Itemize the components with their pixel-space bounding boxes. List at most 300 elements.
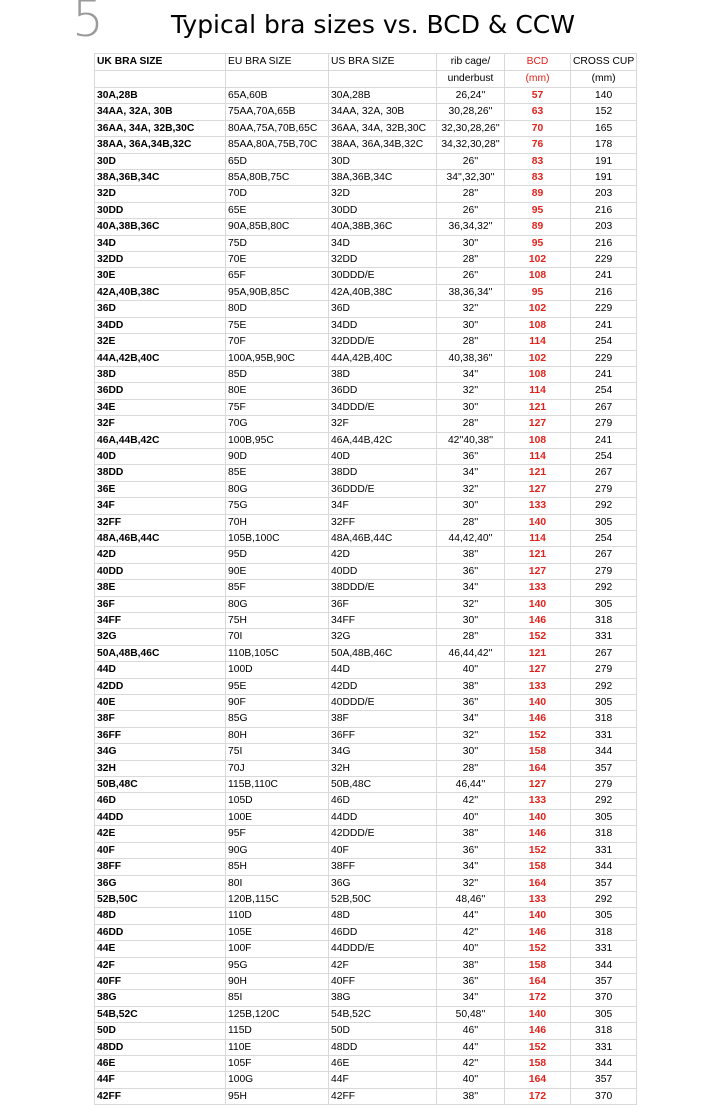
rib-cage-cell: 34'' bbox=[437, 580, 505, 596]
uk-size-cell: 32G bbox=[95, 629, 226, 645]
rib-cage-cell: 34,32,30,28'' bbox=[437, 137, 505, 153]
bcd-cell: 89 bbox=[505, 219, 571, 235]
bcd-cell: 108 bbox=[505, 317, 571, 333]
bcd-cell: 133 bbox=[505, 498, 571, 514]
eu-size-cell: 85H bbox=[226, 859, 329, 875]
uk-size-cell: 34DD bbox=[95, 317, 226, 333]
bcd-cell: 76 bbox=[505, 137, 571, 153]
table-row bbox=[95, 629, 637, 645]
bcd-cell: 57 bbox=[505, 88, 571, 104]
cross-cup-cell: 292 bbox=[571, 580, 637, 596]
uk-size-cell: 38G bbox=[95, 990, 226, 1006]
cross-cup-cell: 305 bbox=[571, 908, 637, 924]
rib-cage-cell: 30,28,26'' bbox=[437, 104, 505, 120]
cross-cup-cell: 331 bbox=[571, 629, 637, 645]
bcd-cell: 108 bbox=[505, 268, 571, 284]
cross-cup-cell: 292 bbox=[571, 891, 637, 907]
table-row bbox=[95, 334, 637, 350]
page-number: 5 bbox=[72, 0, 104, 48]
cross-cup-cell: 305 bbox=[571, 1006, 637, 1022]
cross-cup-cell: 178 bbox=[571, 137, 637, 153]
eu-size-cell: 75G bbox=[226, 498, 329, 514]
table-row bbox=[95, 924, 637, 940]
uk-size-cell: 36FF bbox=[95, 727, 226, 743]
eu-size-cell: 85E bbox=[226, 465, 329, 481]
bcd-cell: 158 bbox=[505, 744, 571, 760]
uk-size-cell: 32D bbox=[95, 186, 226, 202]
eu-size-cell: 100A,95B,90C bbox=[226, 350, 329, 366]
us-size-cell: 34AA, 32A, 30B bbox=[329, 104, 437, 120]
uk-size-cell: 42A,40B,38C bbox=[95, 284, 226, 300]
table-row bbox=[95, 973, 637, 989]
cross-cup-cell: 279 bbox=[571, 563, 637, 579]
table-row bbox=[95, 1055, 637, 1071]
us-size-cell: 30D bbox=[329, 153, 437, 169]
table-row bbox=[95, 219, 637, 235]
eu-size-cell: 105D bbox=[226, 793, 329, 809]
bcd-cell: 140 bbox=[505, 514, 571, 530]
cross-cup-cell: 254 bbox=[571, 530, 637, 546]
eu-size-cell: 110D bbox=[226, 908, 329, 924]
header-bcd: BCD bbox=[505, 54, 571, 71]
us-size-cell: 32DD bbox=[329, 252, 437, 268]
bcd-cell: 121 bbox=[505, 465, 571, 481]
cross-cup-cell: 267 bbox=[571, 465, 637, 481]
uk-size-cell: 42DD bbox=[95, 678, 226, 694]
eu-size-cell: 90H bbox=[226, 973, 329, 989]
uk-size-cell: 34AA, 32A, 30B bbox=[95, 104, 226, 120]
eu-size-cell: 105F bbox=[226, 1055, 329, 1071]
uk-size-cell: 42F bbox=[95, 957, 226, 973]
rib-cage-cell: 36'' bbox=[437, 973, 505, 989]
eu-size-cell: 70J bbox=[226, 760, 329, 776]
rib-cage-cell: 38'' bbox=[437, 1088, 505, 1104]
bcd-cell: 158 bbox=[505, 1055, 571, 1071]
eu-size-cell: 65A,60B bbox=[226, 88, 329, 104]
us-size-cell: 38A,36B,34C bbox=[329, 170, 437, 186]
us-size-cell: 48D bbox=[329, 908, 437, 924]
rib-cage-cell: 46,44'' bbox=[437, 777, 505, 793]
bcd-cell: 140 bbox=[505, 1006, 571, 1022]
uk-size-cell: 40A,38B,36C bbox=[95, 219, 226, 235]
rib-cage-cell: 30'' bbox=[437, 317, 505, 333]
eu-size-cell: 85I bbox=[226, 990, 329, 1006]
bcd-cell: 114 bbox=[505, 334, 571, 350]
bcd-cell: 164 bbox=[505, 973, 571, 989]
us-size-cell: 34DD bbox=[329, 317, 437, 333]
us-size-cell: 36D bbox=[329, 301, 437, 317]
uk-size-cell: 40E bbox=[95, 695, 226, 711]
bcd-cell: 114 bbox=[505, 383, 571, 399]
bcd-cell: 152 bbox=[505, 842, 571, 858]
rib-cage-cell: 32'' bbox=[437, 301, 505, 317]
table-row bbox=[95, 941, 637, 957]
uk-size-cell: 50A,48B,46C bbox=[95, 645, 226, 661]
bcd-cell: 146 bbox=[505, 826, 571, 842]
rib-cage-cell: 28'' bbox=[437, 186, 505, 202]
header-row-1 bbox=[95, 54, 637, 71]
us-size-cell: 38G bbox=[329, 990, 437, 1006]
table-row bbox=[95, 777, 637, 793]
us-size-cell: 40DD bbox=[329, 563, 437, 579]
rib-cage-cell: 34'' bbox=[437, 465, 505, 481]
rib-cage-cell: 36,34,32'' bbox=[437, 219, 505, 235]
us-size-cell: 32FF bbox=[329, 514, 437, 530]
cross-cup-cell: 241 bbox=[571, 268, 637, 284]
us-size-cell: 42D bbox=[329, 547, 437, 563]
table-row bbox=[95, 809, 637, 825]
rib-cage-cell: 42'' bbox=[437, 924, 505, 940]
rib-cage-cell: 40'' bbox=[437, 809, 505, 825]
bcd-cell: 127 bbox=[505, 481, 571, 497]
cross-cup-cell: 279 bbox=[571, 777, 637, 793]
cross-cup-cell: 370 bbox=[571, 990, 637, 1006]
table-row bbox=[95, 383, 637, 399]
table-row bbox=[95, 645, 637, 661]
us-size-cell: 32H bbox=[329, 760, 437, 776]
uk-size-cell: 44E bbox=[95, 941, 226, 957]
table-row bbox=[95, 580, 637, 596]
uk-size-cell: 38D bbox=[95, 366, 226, 382]
cross-cup-cell: 152 bbox=[571, 104, 637, 120]
us-size-cell: 44D bbox=[329, 662, 437, 678]
eu-size-cell: 95E bbox=[226, 678, 329, 694]
rib-cage-cell: 34'',32,30'' bbox=[437, 170, 505, 186]
table-row bbox=[95, 366, 637, 382]
uk-size-cell: 42FF bbox=[95, 1088, 226, 1104]
bcd-cell: 89 bbox=[505, 186, 571, 202]
cross-cup-cell: 318 bbox=[571, 613, 637, 629]
cross-cup-cell: 357 bbox=[571, 973, 637, 989]
table-row bbox=[95, 350, 637, 366]
table-row bbox=[95, 498, 637, 514]
uk-size-cell: 36G bbox=[95, 875, 226, 891]
us-size-cell: 42F bbox=[329, 957, 437, 973]
eu-size-cell: 65E bbox=[226, 202, 329, 218]
rib-cage-cell: 28'' bbox=[437, 760, 505, 776]
uk-size-cell: 44D bbox=[95, 662, 226, 678]
cross-cup-cell: 267 bbox=[571, 547, 637, 563]
cross-cup-cell: 370 bbox=[571, 1088, 637, 1104]
bcd-cell: 152 bbox=[505, 629, 571, 645]
rib-cage-cell: 38'' bbox=[437, 547, 505, 563]
eu-size-cell: 95D bbox=[226, 547, 329, 563]
uk-size-cell: 34FF bbox=[95, 613, 226, 629]
uk-size-cell: 44DD bbox=[95, 809, 226, 825]
eu-size-cell: 100D bbox=[226, 662, 329, 678]
uk-size-cell: 50B,48C bbox=[95, 777, 226, 793]
bcd-cell: 121 bbox=[505, 399, 571, 415]
table-row bbox=[95, 1088, 637, 1104]
eu-size-cell: 80E bbox=[226, 383, 329, 399]
bcd-cell: 133 bbox=[505, 793, 571, 809]
rib-cage-cell: 40'' bbox=[437, 662, 505, 678]
header-us-size-cont bbox=[329, 71, 437, 88]
table-row bbox=[95, 613, 637, 629]
rib-cage-cell: 30'' bbox=[437, 498, 505, 514]
header-us-size: US BRA SIZE bbox=[329, 54, 437, 71]
table-row bbox=[95, 727, 637, 743]
us-size-cell: 32D bbox=[329, 186, 437, 202]
bcd-cell: 127 bbox=[505, 563, 571, 579]
eu-size-cell: 125B,120C bbox=[226, 1006, 329, 1022]
us-size-cell: 34DDD/E bbox=[329, 399, 437, 415]
bcd-cell: 108 bbox=[505, 366, 571, 382]
us-size-cell: 32F bbox=[329, 416, 437, 432]
cross-cup-cell: 357 bbox=[571, 760, 637, 776]
rib-cage-cell: 32'' bbox=[437, 481, 505, 497]
cross-cup-cell: 254 bbox=[571, 383, 637, 399]
uk-size-cell: 38A,36B,34C bbox=[95, 170, 226, 186]
bcd-cell: 127 bbox=[505, 662, 571, 678]
cross-cup-cell: 140 bbox=[571, 88, 637, 104]
table-row bbox=[95, 1006, 637, 1022]
uk-size-cell: 36F bbox=[95, 596, 226, 612]
bcd-cell: 95 bbox=[505, 235, 571, 251]
table-row bbox=[95, 153, 637, 169]
bcd-cell: 172 bbox=[505, 990, 571, 1006]
us-size-cell: 52B,50C bbox=[329, 891, 437, 907]
table-row bbox=[95, 1023, 637, 1039]
bcd-cell: 140 bbox=[505, 596, 571, 612]
table-row bbox=[95, 481, 637, 497]
rib-cage-cell: 42'' bbox=[437, 793, 505, 809]
table-row bbox=[95, 120, 637, 136]
us-size-cell: 44DDD/E bbox=[329, 941, 437, 957]
eu-size-cell: 120B,115C bbox=[226, 891, 329, 907]
cross-cup-cell: 216 bbox=[571, 202, 637, 218]
table-row bbox=[95, 530, 637, 546]
us-size-cell: 40A,38B,36C bbox=[329, 219, 437, 235]
bcd-cell: 102 bbox=[505, 252, 571, 268]
uk-size-cell: 34D bbox=[95, 235, 226, 251]
us-size-cell: 40D bbox=[329, 448, 437, 464]
bcd-cell: 133 bbox=[505, 891, 571, 907]
cross-cup-cell: 357 bbox=[571, 1072, 637, 1088]
cross-cup-cell: 344 bbox=[571, 1055, 637, 1071]
us-size-cell: 36G bbox=[329, 875, 437, 891]
uk-size-cell: 30DD bbox=[95, 202, 226, 218]
us-size-cell: 36DD bbox=[329, 383, 437, 399]
eu-size-cell: 90D bbox=[226, 448, 329, 464]
eu-size-cell: 80AA,75A,70B,65C bbox=[226, 120, 329, 136]
rib-cage-cell: 28'' bbox=[437, 334, 505, 350]
cross-cup-cell: 318 bbox=[571, 924, 637, 940]
eu-size-cell: 75I bbox=[226, 744, 329, 760]
us-size-cell: 42FF bbox=[329, 1088, 437, 1104]
rib-cage-cell: 38'' bbox=[437, 957, 505, 973]
table-row bbox=[95, 465, 637, 481]
uk-size-cell: 40FF bbox=[95, 973, 226, 989]
table-row bbox=[95, 826, 637, 842]
header-bcd-unit: (mm) bbox=[505, 71, 571, 88]
cross-cup-cell: 191 bbox=[571, 153, 637, 169]
cross-cup-cell: 318 bbox=[571, 826, 637, 842]
uk-size-cell: 34F bbox=[95, 498, 226, 514]
eu-size-cell: 75AA,70A,65B bbox=[226, 104, 329, 120]
rib-cage-cell: 26,24'' bbox=[437, 88, 505, 104]
header-eu-size-cont bbox=[226, 71, 329, 88]
cross-cup-cell: 229 bbox=[571, 252, 637, 268]
bcd-cell: 164 bbox=[505, 875, 571, 891]
eu-size-cell: 80G bbox=[226, 596, 329, 612]
rib-cage-cell: 32'' bbox=[437, 596, 505, 612]
us-size-cell: 38DDD/E bbox=[329, 580, 437, 596]
eu-size-cell: 75F bbox=[226, 399, 329, 415]
bcd-cell: 158 bbox=[505, 859, 571, 875]
uk-size-cell: 32DD bbox=[95, 252, 226, 268]
bcd-cell: 146 bbox=[505, 613, 571, 629]
us-size-cell: 44A,42B,40C bbox=[329, 350, 437, 366]
us-size-cell: 42A,40B,38C bbox=[329, 284, 437, 300]
cross-cup-cell: 203 bbox=[571, 186, 637, 202]
us-size-cell: 34G bbox=[329, 744, 437, 760]
us-size-cell: 34FF bbox=[329, 613, 437, 629]
bcd-cell: 172 bbox=[505, 1088, 571, 1104]
rib-cage-cell: 36'' bbox=[437, 695, 505, 711]
rib-cage-cell: 30'' bbox=[437, 613, 505, 629]
header-cross-cup: CROSS CUP bbox=[571, 54, 637, 71]
bcd-cell: 127 bbox=[505, 416, 571, 432]
us-size-cell: 42DD bbox=[329, 678, 437, 694]
rib-cage-cell: 30'' bbox=[437, 744, 505, 760]
rib-cage-cell: 40,38,36'' bbox=[437, 350, 505, 366]
table-row bbox=[95, 284, 637, 300]
header-rib-cage: rib cage/ bbox=[437, 54, 505, 71]
table-row bbox=[95, 596, 637, 612]
rib-cage-cell: 46'' bbox=[437, 1023, 505, 1039]
table-row bbox=[95, 678, 637, 694]
eu-size-cell: 110E bbox=[226, 1039, 329, 1055]
cross-cup-cell: 279 bbox=[571, 416, 637, 432]
header-uk-size-cont bbox=[95, 71, 226, 88]
cross-cup-cell: 292 bbox=[571, 678, 637, 694]
uk-size-cell: 32FF bbox=[95, 514, 226, 530]
uk-size-cell: 46D bbox=[95, 793, 226, 809]
uk-size-cell: 50D bbox=[95, 1023, 226, 1039]
eu-size-cell: 65F bbox=[226, 268, 329, 284]
uk-size-cell: 44F bbox=[95, 1072, 226, 1088]
eu-size-cell: 95A,90B,85C bbox=[226, 284, 329, 300]
rib-cage-cell: 34'' bbox=[437, 859, 505, 875]
uk-size-cell: 34G bbox=[95, 744, 226, 760]
table-row bbox=[95, 137, 637, 153]
rib-cage-cell: 42''40,38'' bbox=[437, 432, 505, 448]
bra-size-table bbox=[94, 53, 637, 1105]
rib-cage-cell: 44,42,40'' bbox=[437, 530, 505, 546]
bcd-cell: 95 bbox=[505, 284, 571, 300]
table-row bbox=[95, 711, 637, 727]
cross-cup-cell: 292 bbox=[571, 498, 637, 514]
us-size-cell: 44F bbox=[329, 1072, 437, 1088]
eu-size-cell: 90G bbox=[226, 842, 329, 858]
uk-size-cell: 40F bbox=[95, 842, 226, 858]
table-row bbox=[95, 268, 637, 284]
eu-size-cell: 70E bbox=[226, 252, 329, 268]
uk-size-cell: 48DD bbox=[95, 1039, 226, 1055]
table-row bbox=[95, 514, 637, 530]
table-row bbox=[95, 875, 637, 891]
eu-size-cell: 70I bbox=[226, 629, 329, 645]
cross-cup-cell: 344 bbox=[571, 744, 637, 760]
us-size-cell: 38AA, 36A,34B,32C bbox=[329, 137, 437, 153]
table-row bbox=[95, 104, 637, 120]
rib-cage-cell: 34'' bbox=[437, 711, 505, 727]
cross-cup-cell: 241 bbox=[571, 317, 637, 333]
bcd-cell: 133 bbox=[505, 580, 571, 596]
bcd-cell: 164 bbox=[505, 760, 571, 776]
uk-size-cell: 46A,44B,42C bbox=[95, 432, 226, 448]
rib-cage-cell: 38'' bbox=[437, 826, 505, 842]
uk-size-cell: 38FF bbox=[95, 859, 226, 875]
cross-cup-cell: 357 bbox=[571, 875, 637, 891]
uk-size-cell: 30D bbox=[95, 153, 226, 169]
uk-size-cell: 38AA, 36A,34B,32C bbox=[95, 137, 226, 153]
cross-cup-cell: 254 bbox=[571, 334, 637, 350]
us-size-cell: 38DD bbox=[329, 465, 437, 481]
eu-size-cell: 115B,110C bbox=[226, 777, 329, 793]
cross-cup-cell: 267 bbox=[571, 399, 637, 415]
uk-size-cell: 48A,46B,44C bbox=[95, 530, 226, 546]
us-size-cell: 46A,44B,42C bbox=[329, 432, 437, 448]
cross-cup-cell: 318 bbox=[571, 711, 637, 727]
rib-cage-cell: 36'' bbox=[437, 563, 505, 579]
us-size-cell: 38D bbox=[329, 366, 437, 382]
us-size-cell: 46DD bbox=[329, 924, 437, 940]
header-row-2 bbox=[95, 71, 637, 88]
rib-cage-cell: 42'' bbox=[437, 1055, 505, 1071]
table-header bbox=[95, 54, 637, 88]
bcd-cell: 63 bbox=[505, 104, 571, 120]
us-size-cell: 30DDD/E bbox=[329, 268, 437, 284]
cross-cup-cell: 344 bbox=[571, 957, 637, 973]
table-row bbox=[95, 695, 637, 711]
cross-cup-cell: 229 bbox=[571, 301, 637, 317]
bcd-cell: 152 bbox=[505, 727, 571, 743]
eu-size-cell: 100E bbox=[226, 809, 329, 825]
us-size-cell: 38FF bbox=[329, 859, 437, 875]
cross-cup-cell: 318 bbox=[571, 1023, 637, 1039]
rib-cage-cell: 38,36,34'' bbox=[437, 284, 505, 300]
header-underbust: underbust bbox=[437, 71, 505, 88]
us-size-cell: 40DDD/E bbox=[329, 695, 437, 711]
eu-size-cell: 70F bbox=[226, 334, 329, 350]
eu-size-cell: 90A,85B,80C bbox=[226, 219, 329, 235]
rib-cage-cell: 46,44,42'' bbox=[437, 645, 505, 661]
table-row bbox=[95, 891, 637, 907]
uk-size-cell: 46E bbox=[95, 1055, 226, 1071]
us-size-cell: 48DD bbox=[329, 1039, 437, 1055]
uk-size-cell: 42D bbox=[95, 547, 226, 563]
table-row bbox=[95, 186, 637, 202]
table-row bbox=[95, 399, 637, 415]
us-size-cell: 38F bbox=[329, 711, 437, 727]
eu-size-cell: 95H bbox=[226, 1088, 329, 1104]
table-row bbox=[95, 1072, 637, 1088]
header-eu-size: EU BRA SIZE bbox=[226, 54, 329, 71]
rib-cage-cell: 40'' bbox=[437, 941, 505, 957]
us-size-cell: 42DDD/E bbox=[329, 826, 437, 842]
uk-size-cell: 30E bbox=[95, 268, 226, 284]
uk-size-cell: 52B,50C bbox=[95, 891, 226, 907]
eu-size-cell: 95F bbox=[226, 826, 329, 842]
us-size-cell: 36F bbox=[329, 596, 437, 612]
us-size-cell: 54B,52C bbox=[329, 1006, 437, 1022]
eu-size-cell: 65D bbox=[226, 153, 329, 169]
cross-cup-cell: 305 bbox=[571, 596, 637, 612]
uk-size-cell: 38DD bbox=[95, 465, 226, 481]
eu-size-cell: 105E bbox=[226, 924, 329, 940]
